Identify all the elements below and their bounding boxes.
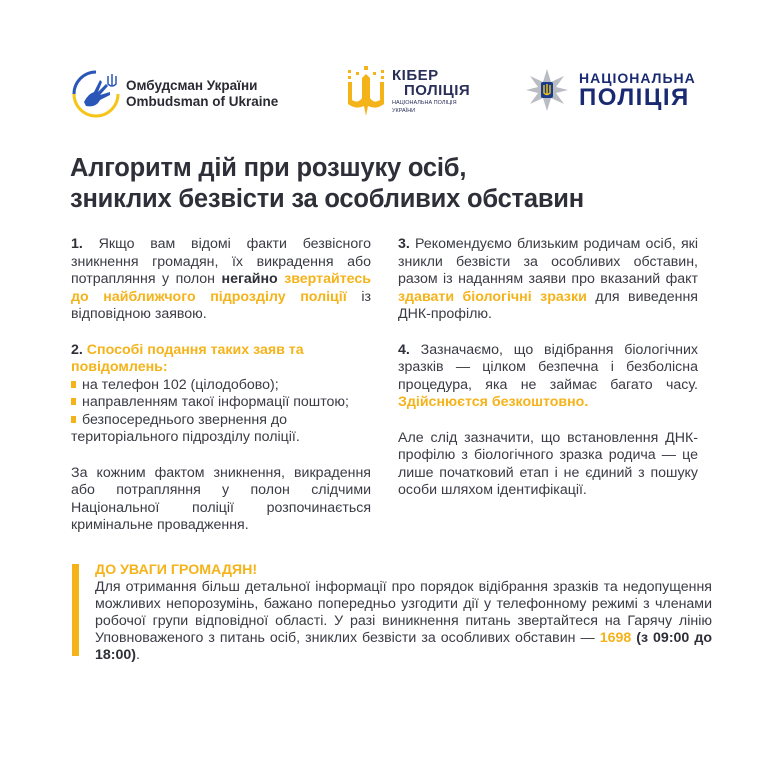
hotline-hours: (з 09:00 до 18:00) xyxy=(95,630,712,663)
title-line-2: зниклих безвісти за особливих обставин xyxy=(70,185,584,213)
cyber-police-logo xyxy=(346,64,470,122)
notice-end: . xyxy=(136,647,140,663)
notice-accent-bar xyxy=(72,564,79,656)
bullet-text: направленням такої інформації поштою; xyxy=(82,394,349,410)
notice-body-text: Для отримання більш детальної інформації про порядок відібрання зразків та недопущення можливих непорозумінь, бажано попередньо узгодити дії у телефонному режимі з членами робочої групи відповідної області. У разі виникнення питань звертайтеся на Гарячу лінію Уповноваженого з питань осіб, зниклих безвісти за особливих обставин — xyxy=(95,579,712,646)
notice-title: ДО УВАГИ ГРОМАДЯН! xyxy=(95,562,258,578)
citizen-notice xyxy=(72,562,712,664)
hotline-number: 1698 xyxy=(599,630,632,646)
title-line-1: Алгоритм дій при розшуку осіб, xyxy=(70,154,467,182)
bullet-icon xyxy=(71,398,76,405)
paragraph-tail: для виведення ДНК-профілю. xyxy=(398,288,698,322)
paragraph-number: 2. xyxy=(71,341,83,358)
bold-text: негайно xyxy=(221,271,278,287)
paragraph-number: 4. xyxy=(398,341,410,358)
paragraph-tail: із відповідною заявою. xyxy=(71,288,371,322)
paragraph-text: Рекомендуємо близьким родичам осіб, які зникли безвісти за особливих обставин, разом із наданням заяви про вказаний факт xyxy=(398,236,698,287)
cyber-police-line2: ПОЛІЦІЯ xyxy=(404,82,471,99)
paragraph-2 xyxy=(71,342,371,447)
paragraph-5 xyxy=(398,342,698,412)
cyber-police-sub2: УКРАЇНИ xyxy=(392,108,416,114)
paragraph-text: Якщо вам відомі факти безвісного зникнення громадян, їх викрадення або потрапляння у полон xyxy=(71,236,371,287)
paragraph-text: Зазначаємо, що відібрання біологічних зразків — цілком безпечна і безболісна процедура, яка не займає багато часу. xyxy=(398,341,698,393)
ombudsman-name-ua: Омбудсман України xyxy=(126,78,258,93)
right-column xyxy=(398,236,698,518)
paragraph-number: 1. xyxy=(71,236,83,252)
paragraph-6: Але слід зазначити, що встановлення ДНК-профілю з біологічного зразка родича — це лише початковий етап і не єдиний з пошуку особи шляхом ідентифікації. xyxy=(398,429,698,498)
paragraph-3: За кожним фактом зникнення, викрадення або потрапляння у полон слідчими Національної поліції розпочинається кримінальне провадження. xyxy=(71,464,371,533)
police-star-icon xyxy=(525,68,569,112)
left-column xyxy=(71,236,371,553)
bullet-icon xyxy=(71,416,76,423)
paragraph-4 xyxy=(398,236,698,324)
ombudsman-name-en: Ombudsman of Ukraine xyxy=(126,94,279,109)
bullet-icon xyxy=(71,381,76,388)
ombudsman-logo xyxy=(70,68,278,120)
national-police-line2: ПОЛІЦІЯ xyxy=(579,84,690,111)
paragraph-1 xyxy=(71,236,371,324)
bullet-item xyxy=(71,412,300,446)
highlight-text: Способі подання таких заяв та повідомлень: xyxy=(71,341,304,375)
notice-text xyxy=(95,579,712,664)
page-title xyxy=(70,153,584,215)
highlight-text: звертайтесь до найближчого підрозділу поліції xyxy=(71,271,371,305)
national-police-line1: НАЦІОНАЛЬНА xyxy=(579,70,696,86)
highlight-text: Здійснюєтся безкоштовно. xyxy=(398,394,589,410)
logos-header xyxy=(0,62,768,132)
bullet-text: безпосереднього звернення до територіального підрозділу поліції. xyxy=(71,411,300,445)
bullet-item xyxy=(71,377,279,393)
paragraph-number: 3. xyxy=(398,236,410,252)
bullet-item xyxy=(71,394,349,410)
highlight-text: здавати біологічні зразки xyxy=(398,288,587,305)
trident-icon xyxy=(346,64,386,122)
national-police-logo xyxy=(525,68,696,112)
bullet-text: на телефон 102 (цілодобово); xyxy=(82,376,279,393)
cyber-police-sub1: НАЦІОНАЛЬНА ПОЛІЦІЯ xyxy=(392,100,457,106)
ombudsman-hand-icon xyxy=(70,68,122,120)
cyber-police-line1: КІБЕР xyxy=(392,67,439,84)
